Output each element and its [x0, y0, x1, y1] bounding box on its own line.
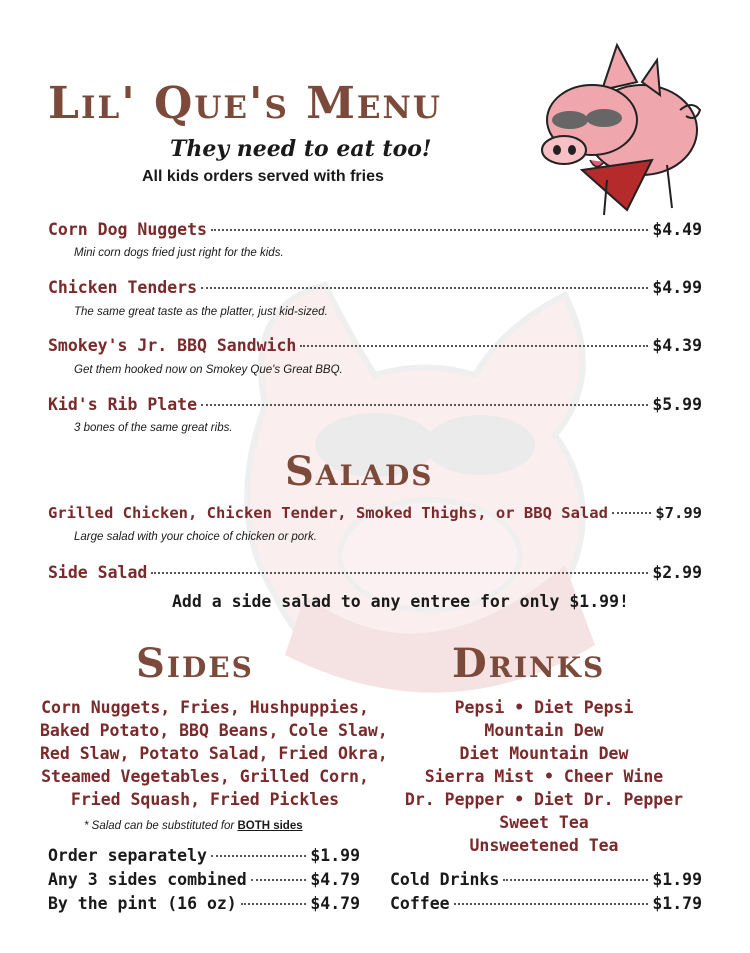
pig-mascot-icon: [532, 40, 702, 220]
list-item: Red Slaw, Potato Salad, Fried Okra,: [40, 744, 388, 763]
menu-item-side-salad: [48, 563, 702, 582]
dot-leader: [503, 879, 648, 881]
sides-price-row: [48, 846, 360, 865]
dot-leader: [151, 572, 648, 574]
item-description: Large salad with your choice of chicken or pork.: [74, 531, 317, 543]
item-price: $4.99: [652, 278, 702, 297]
list-item: Sierra Mist • Cheer Wine: [424, 767, 664, 786]
note-text: * Salad can be substituted for: [84, 820, 238, 832]
list-item: Corn Nuggets, Fries, Hushpuppies,: [41, 698, 369, 717]
price-value: $4.79: [310, 894, 360, 913]
price-label: Any 3 sides combined: [48, 870, 247, 889]
dot-leader: [201, 287, 648, 289]
dot-leader: [454, 903, 649, 905]
item-name: Smokey's Jr. BBQ Sandwich: [48, 336, 297, 355]
price-value: $1.99: [652, 870, 702, 889]
list-item: Sweet Tea: [499, 813, 589, 832]
sides-heading: Sides: [136, 640, 254, 687]
sides-list: [40, 696, 388, 811]
item-price: $7.99: [655, 504, 702, 522]
item-name: Grilled Chicken, Chicken Tender, Smoked Thighs, or BBQ Salad: [48, 504, 608, 522]
price-label: Order separately: [48, 846, 207, 865]
item-description: Get them hooked now on Smokey Que's Great BBQ.: [74, 364, 343, 376]
list-item: Baked Potato, BBQ Beans, Cole Slaw,: [40, 721, 388, 740]
list-item: Mountain Dew: [484, 721, 604, 740]
item-price: $4.49: [652, 220, 702, 239]
sides-price-row: [48, 870, 360, 889]
menu-item-bbq-sandwich: [48, 336, 702, 355]
dot-leader: [251, 879, 307, 881]
dot-leader: [300, 345, 648, 347]
list-item: Steamed Vegetables, Grilled Corn,: [41, 767, 369, 786]
price-value: $4.79: [310, 870, 360, 889]
drinks-list: [394, 696, 694, 857]
dot-leader: [211, 229, 648, 231]
dot-leader: [612, 512, 651, 514]
drinks-price-row: [390, 870, 702, 889]
price-label: Cold Drinks: [390, 870, 500, 889]
salads-heading: Salads: [285, 448, 434, 495]
price-label: Coffee: [390, 894, 450, 913]
sides-substitution-note: [84, 820, 303, 832]
menu-item-salad: [48, 504, 702, 522]
item-name: Chicken Tenders: [48, 278, 198, 297]
dot-leader: [241, 903, 307, 905]
item-price: $5.99: [652, 395, 702, 414]
menu-subtitle: All kids orders served with fries: [142, 168, 384, 185]
dot-leader: [211, 855, 306, 857]
list-item: Pepsi • Diet Pepsi: [454, 698, 634, 717]
sides-price-row: [48, 894, 360, 913]
price-label: By the pint (16 oz): [48, 894, 237, 913]
menu-item-rib-plate: [48, 395, 702, 414]
menu-tagline: They need to eat too!: [170, 136, 432, 162]
note-emphasis: BOTH sides: [237, 820, 303, 832]
list-item: Unsweetened Tea: [469, 836, 619, 855]
item-description: The same great taste as the platter, just kid-sized.: [74, 306, 328, 318]
item-description: 3 bones of the same great ribs.: [74, 422, 233, 434]
dot-leader: [201, 404, 648, 406]
drinks-price-row: [390, 894, 702, 913]
item-price: $2.99: [652, 563, 702, 582]
item-description: Mini corn dogs fried just right for the kids.: [74, 247, 284, 259]
price-value: $1.79: [652, 894, 702, 913]
menu-item-chicken-tenders: [48, 278, 702, 297]
drinks-heading: Drinks: [452, 640, 606, 687]
side-salad-promo: Add a side salad to any entree for only $1.99!: [172, 592, 629, 611]
menu-title: Lil' Que's Menu: [48, 78, 442, 129]
item-name: Corn Dog Nuggets: [48, 220, 207, 239]
item-name: Side Salad: [48, 563, 148, 582]
item-price: $4.39: [652, 336, 702, 355]
menu-item-corn-dog-nuggets: [48, 220, 702, 239]
item-name: Kid's Rib Plate: [48, 395, 198, 414]
list-item: Dr. Pepper • Diet Dr. Pepper: [404, 790, 684, 809]
list-item: Fried Squash, Fried Pickles: [70, 790, 340, 809]
list-item: Diet Mountain Dew: [459, 744, 629, 763]
price-value: $1.99: [310, 846, 360, 865]
